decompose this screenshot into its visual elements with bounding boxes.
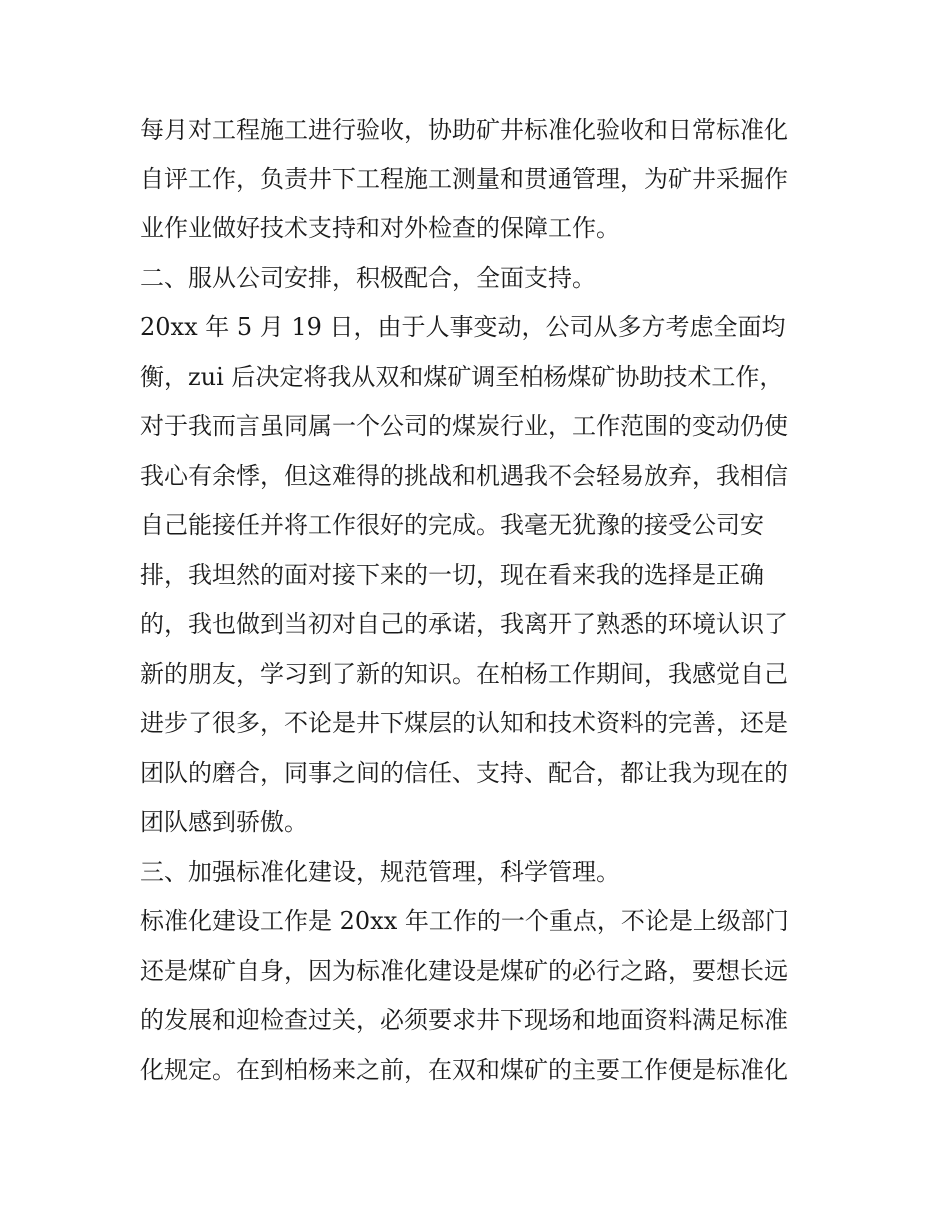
text-line-14: 团队的磨合，同事之间的信任、支持、配合，都让我为现在的 — [140, 759, 788, 787]
text-line-9: 自己能接任并将工作很好的完成。我毫无犹豫的接受公司安 — [140, 511, 764, 539]
text-line-12: 新的朋友，学习到了新的知识。在柏杨工作期间，我感觉自己 — [140, 660, 788, 688]
text-line-17: 标准化建设工作是 20xx 年工作的一个重点，不论是上级部门 — [140, 907, 789, 935]
text-line-11: 的，我也做到当初对自己的承诺，我离开了熟悉的环境认识了 — [140, 610, 788, 638]
text-line-8: 我心有余悸，但这难得的挑战和机遇我不会轻易放弃，我相信 — [140, 462, 788, 490]
text-line-19: 的发展和迎检查过关，必须要求井下现场和地面资料满足标准 — [140, 1006, 788, 1034]
text-line-13: 进步了很多，不论是井下煤层的认知和技术资料的完善，还是 — [140, 709, 788, 737]
text-line-1: 每月对工程施工进行验收，协助矿井标准化验收和日常标准化 — [140, 116, 788, 144]
text-line-6: 衡，zui 后决定将我从双和煤矿调至柏杨煤矿协助技术工作， — [140, 363, 784, 391]
text-line-20: 化规定。在到柏杨来之前，在双和煤矿的主要工作便是标准化 — [140, 1056, 788, 1084]
section-heading-2: 二、服从公司安排，积极配合，全面支持。 — [140, 264, 596, 292]
text-line-15: 团队感到骄傲。 — [140, 808, 308, 836]
text-line-3: 业作业做好技术支持和对外检查的保障工作。 — [140, 214, 620, 242]
text-line-7: 对于我而言虽同属一个公司的煤炭行业，工作范围的变动仍使 — [140, 412, 788, 440]
text-line-10: 排，我坦然的面对接下来的一切，现在看来我的选择是正确 — [140, 561, 764, 589]
text-line-18: 还是煤矿自身，因为标准化建设是煤矿的必行之路，要想长远 — [140, 957, 788, 985]
text-line-2: 自评工作，负责井下工程施工测量和贯通管理，为矿井采掘作 — [140, 165, 788, 193]
text-line-5: 20xx 年 5 月 19 日，由于人事变动，公司从多方考虑全面均 — [140, 313, 786, 341]
section-heading-3: 三、加强标准化建设，规范管理，科学管理。 — [140, 858, 620, 886]
